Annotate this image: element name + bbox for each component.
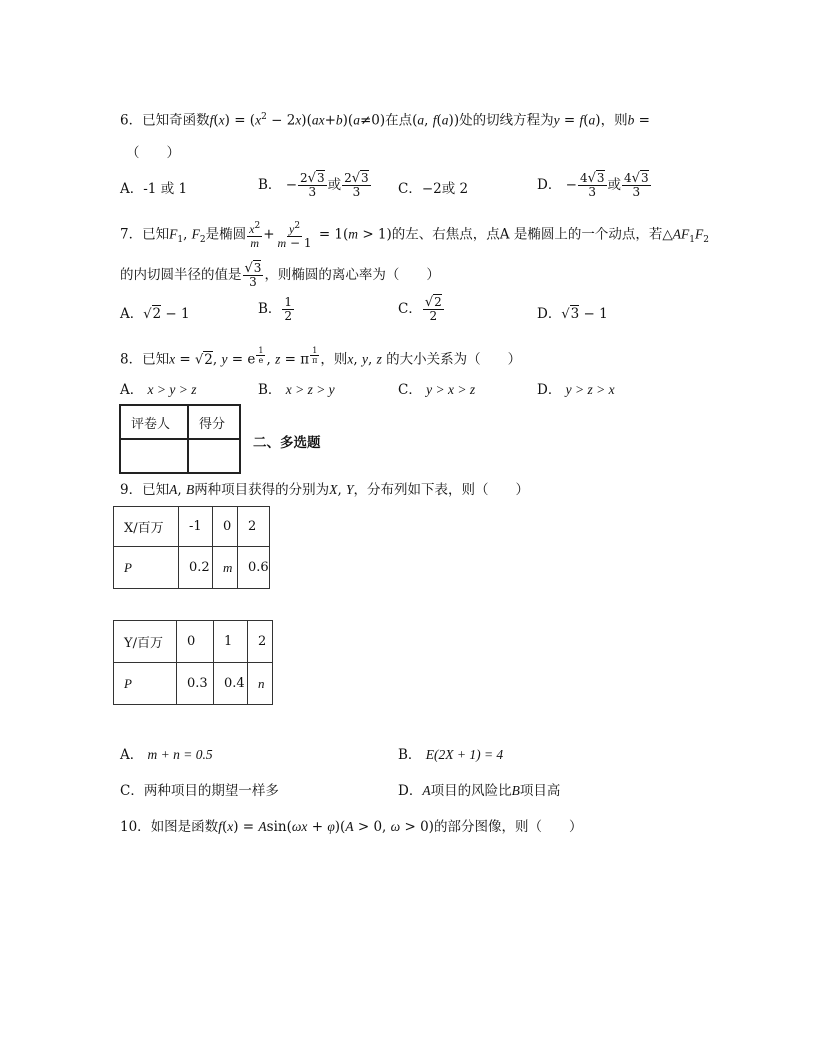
q7-stem-line2: 的内切圆半径的值是 $\frac{√3}{3}$ ，则椭圆的离心率为（ ）	[120, 261, 440, 289]
section-title: 二、多选题	[253, 435, 321, 451]
score-box-score-cell[interactable]	[188, 439, 240, 473]
q6-option-a[interactable]: A．-1 或 1	[120, 181, 188, 197]
score-box	[119, 404, 241, 474]
table-y-prob-value: n	[248, 663, 273, 705]
q7-stem: 7．已知$F_1$, $F_2$是椭圆 $\frac{x^2}{m}$ + $\frac{y^2}{m - 1}$ = 1(m > 1)的左、右焦点，点A 是椭圆上的一个动点，若$\triangle AF_1F_2$	[120, 221, 709, 250]
table-x-prob-value: 0.6	[238, 547, 270, 589]
table-x-header-label: X/百万	[114, 507, 179, 547]
q7-option-d[interactable]: D．√3 − 1	[537, 306, 608, 322]
score-box-grader-header: 评卷人	[120, 405, 188, 439]
q6-option-d[interactable]: D． − $\frac{4√3}{3}$ 或 $\frac{4√3}{3}$	[537, 171, 649, 199]
table-y-prob-label: P	[114, 663, 177, 705]
table-x-prob-label: P	[114, 547, 179, 589]
table-x-prob-value: m	[213, 547, 238, 589]
score-box-grader-cell[interactable]	[120, 439, 188, 473]
q7-option-a[interactable]: A．√2 − 1	[120, 306, 190, 322]
table-x-header-value: -1	[179, 507, 213, 547]
q9-option-a[interactable]: A． m + n = 0.5	[120, 747, 213, 763]
table-y-header-label: Y/百万	[114, 621, 177, 663]
q7-option-b[interactable]: B． $\frac{1}{2}$	[258, 295, 293, 323]
table-y-prob-value: 0.4	[214, 663, 248, 705]
table-x-header-value: 2	[238, 507, 270, 547]
table-y-prob-value: 0.3	[177, 663, 214, 705]
q8-stem: 8．已知x = √2, y = e $^{\frac{1}{e}}$ , z = π $^{\frac{1}{\pi}}$ ，则x, y, z 的大小关系为（ ）	[120, 346, 522, 368]
q10-stem: 10．如图是函数f(x) = Asin(ωx + φ)(A > 0, ω > 0)的部分图像，则（ ）	[120, 819, 583, 835]
q6-option-b[interactable]: B． − $\frac{2√3}{3}$ 或 $\frac{2√3}{3}$	[258, 171, 369, 199]
q6-stem: 6．已知奇函数$f(x) = (x^2 - 2x)(ax+b)(a\ne 0)$在点(a, f(a))处的切线方程为y = f(a)，则b =	[120, 112, 650, 129]
distribution-table-y	[113, 620, 273, 705]
q8-option-a[interactable]: A． x > y > z	[120, 382, 197, 398]
q8-option-d[interactable]: D． y > z > x	[537, 382, 615, 398]
table-y-header-value: 1	[214, 621, 248, 663]
q9-stem: 9．已知A, B两种项目获得的分别为X, Y，分布列如下表，则（ ）	[120, 482, 530, 498]
q8-option-b[interactable]: B． x > z > y	[258, 382, 335, 398]
q6-formula: f	[209, 112, 214, 128]
distribution-table-x	[113, 506, 270, 589]
q7-option-c[interactable]: C． $\frac{√2}{2}$	[398, 295, 442, 323]
q9-option-b[interactable]: B． E(2X + 1) = 4	[398, 747, 504, 763]
q9-option-d[interactable]: D．A项目的风险比B项目高	[398, 783, 561, 799]
q8-option-c[interactable]: C． y > x > z	[398, 382, 476, 398]
q6-option-c[interactable]: C．−2或 2	[398, 181, 469, 197]
score-box-score-header: 得分	[188, 405, 240, 439]
table-x-header-value: 0	[213, 507, 238, 547]
table-y-header-value: 0	[177, 621, 214, 663]
table-x-prob-value: 0.2	[179, 547, 213, 589]
table-y-header-value: 2	[248, 621, 273, 663]
q6-paren: （ ）	[126, 145, 180, 161]
q9-option-c[interactable]: C．两种项目的期望一样多	[120, 783, 279, 799]
